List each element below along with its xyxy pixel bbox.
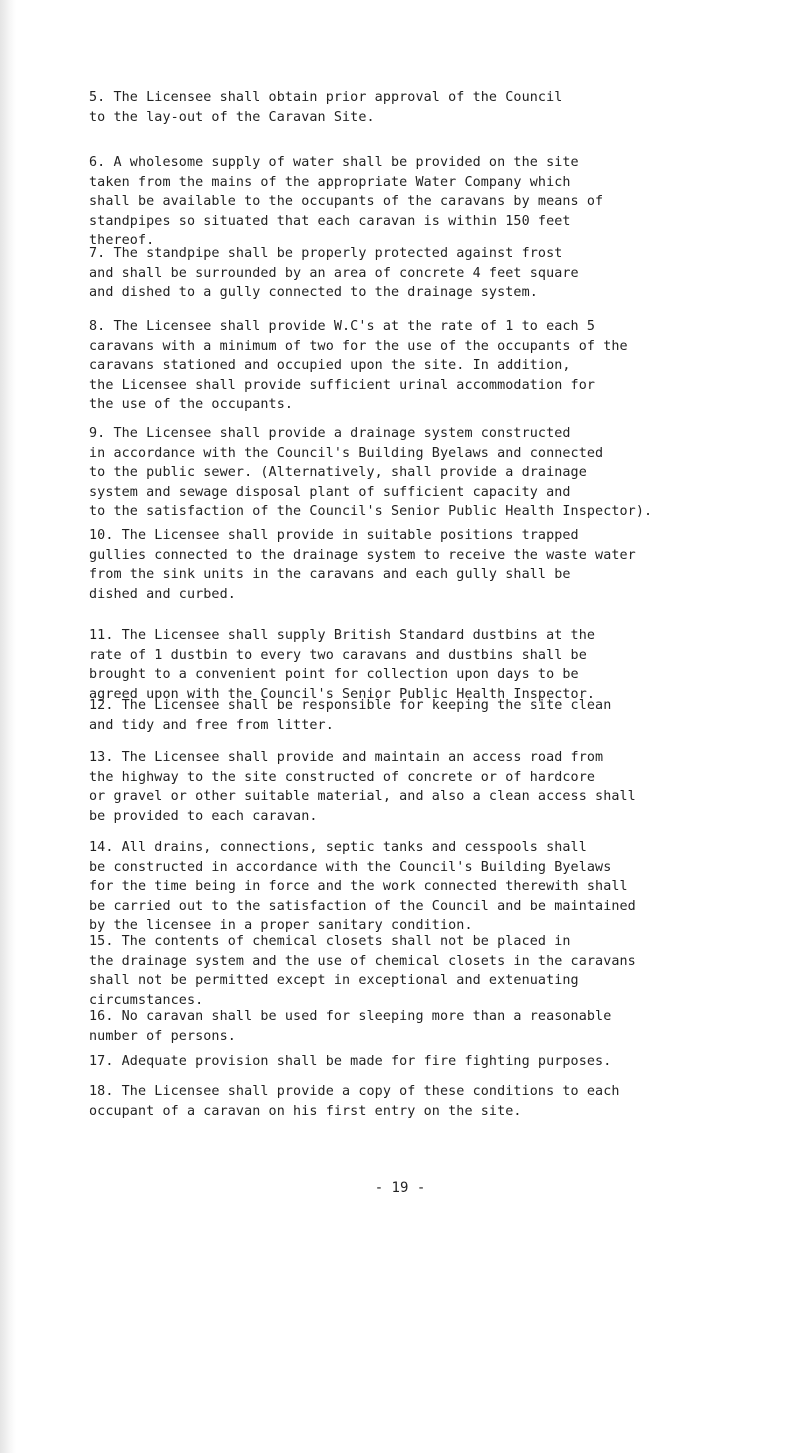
clause-9: 9. The Licensee shall provide a drainage system constructed in accordance with the Council's Building Byelaws and connected to the public sewer. (Alternatively, shall provide a drainage system and sewage disposal plant of sufficient capacity and to the satisfaction of the Council's Senior Public Health Inspector). — [89, 426, 653, 520]
clause-8: 8. The Licensee shall provide W.C's at the rate of 1 to each 5 caravans with a minimum of two for the use of the occupants of the caravans stationed and occupied upon the site. In addition, the Licensee shall provide sufficient urinal accommodation for the use of the occupants. — [89, 319, 628, 413]
clause-7: 7. The standpipe shall be properly protected against frost and shall be surrounded by an area of concrete 4 feet square and dished to a gully connected to the drainage system. — [89, 246, 579, 301]
clause-13: 13. The Licensee shall provide and maintain an access road from the highway to the site constructed of concrete or of hardcore or gravel or other suitable material, and also a clean access shall be provided to each caravan. — [89, 750, 636, 824]
clause-14: 14. All drains, connections, septic tanks and cesspools shall be constructed in accordance with the Council's Building Byelaws for the time being in force and the work connected therewith shall be carried out to the satisfaction of the Council and be maintained by the licensee in a proper sanitary condition. — [89, 840, 636, 934]
page-edge-shadow — [0, 0, 16, 1453]
clause-18: 18. The Licensee shall provide a copy of these conditions to each occupant of a caravan on his first entry on the site. — [89, 1084, 620, 1119]
clause-17: 17. Adequate provision shall be made for fire fighting purposes. — [89, 1054, 612, 1069]
clause-11: 11. The Licensee shall supply British Standard dustbins at the rate of 1 dustbin to every two caravans and dustbins shall be brought to a convenient point for collection upon days to be agreed upon with the Council's Senior Public Health Inspector. — [89, 628, 596, 702]
clause-15: 15. The contents of chemical closets shall not be placed in the drainage system and the use of chemical closets in the caravans shall not be permitted except in exceptional and extenuating circumstances. — [89, 934, 636, 1008]
clause-6: 6. A wholesome supply of water shall be provided on the site taken from the mains of the appropriate Water Company which shall be available to the occupants of the caravans by means of standpipes so situated that each caravan is within 150 feet thereof. — [89, 155, 604, 249]
clause-5: 5. The Licensee shall obtain prior approval of the Council to the lay-out of the Caravan Site. — [89, 90, 563, 125]
clause-16: 16. No caravan shall be used for sleeping more than a reasonable number of persons. — [89, 1009, 612, 1044]
page-number: - 19 - — [374, 1180, 426, 1196]
clause-10: 10. The Licensee shall provide in suitable positions trapped gullies connected to the drainage system to receive the waste water from the sink units in the caravans and each gully shall be dished and curbed. — [89, 528, 636, 602]
clause-12: 12. The Licensee shall be responsible for keeping the site clean and tidy and free from litter. — [89, 698, 612, 733]
